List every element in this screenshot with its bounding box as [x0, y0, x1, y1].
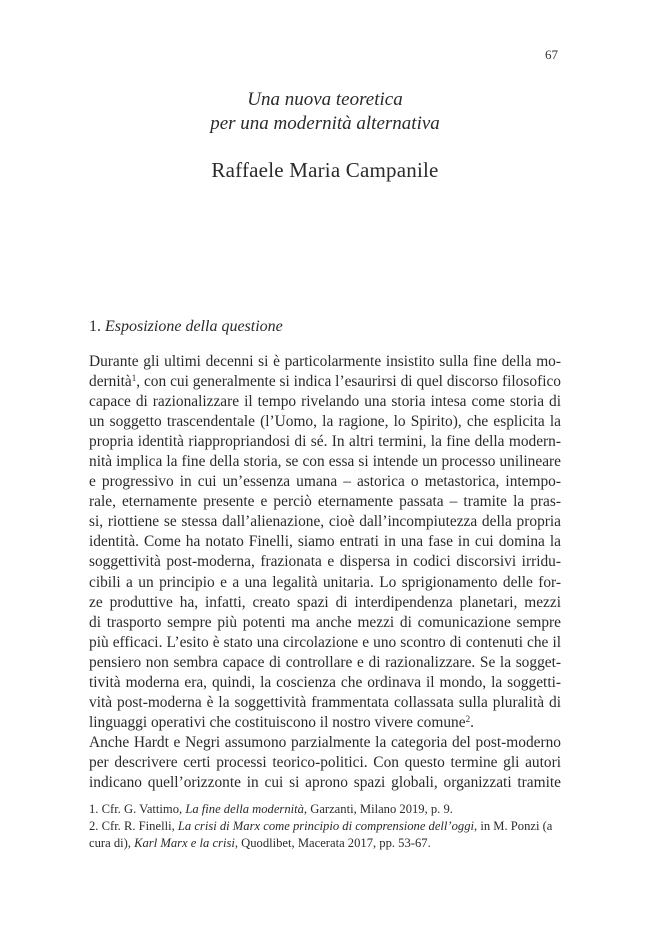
author-name: Raffaele Maria Campanile	[211, 158, 439, 182]
body-line: soggettività post-moderna, frazionata e dispersa in codici discorsivi irridu-	[89, 553, 561, 571]
body-line: vità post-moderna è la soggettività frammentata collassata sulla pluralità di	[89, 693, 561, 711]
footnote-2: 2. Cfr. R. Finelli, La crisi di Marx come principio di comprensione dell’oggi, in M. Ponzi (a	[89, 819, 553, 833]
section-heading	[89, 318, 283, 336]
body-line: Durante gli ultimi decenni si è particolarmente insistito sulla fine della mo-	[89, 353, 561, 370]
body-line: nità implica la fine della storia, se con essa si intende un processo unilineare	[89, 453, 561, 471]
body-line: e progressivo in cui un’essenza umana – astorica o metastorica, intempo-	[89, 473, 561, 491]
body-line: pensiero non sembra capace di controllare e di razionalizzare. Se la sogget-	[89, 653, 561, 671]
body-line: dernità$^1$, con cui generalmente si indica l’esaurirsi di quel discorso filosofico	[89, 373, 561, 391]
body-line: più efficaci. L’esito è stato una circolazione e uno scontro di contenuti che il	[89, 633, 561, 651]
body-line: rale, eternamente presente e perciò eternamente passata – tramite la pras-	[89, 493, 561, 511]
body-line: identità. Come ha notato Finelli, siamo entrati in una fase in cui domina la	[89, 533, 561, 551]
body-text	[89, 352, 561, 793]
footnote-ref[interactable]: 1	[131, 373, 137, 384]
footnotes	[89, 801, 561, 852]
body-line: per descrivere certi processi teorico-politici. Con questo termine gli autori	[89, 753, 561, 771]
body-line: di trasporto sempre più potenti ma anche mezzi di comunicazione sempre	[89, 613, 561, 631]
footnote-1: 1. Cfr. G. Vattimo, La fine della modernità, Garzanti, Milano 2019, p. 9.	[89, 802, 453, 816]
body-line: linguaggi operativi che costituiscono il nostro vivere comune$^2$.	[89, 713, 474, 731]
body-line: tività moderna era, quindi, la coscienza che ordinava il mondo, la soggetti-	[89, 673, 561, 691]
body-line: un soggetto trascendentale (l’Uomo, la ragione, lo Spirito), che esplicita la	[89, 413, 561, 431]
title-line-2: per una modernità alternativa	[210, 113, 440, 134]
body-line: capace di razionalizzare il tempo rivelando una storia intesa come storia di	[89, 393, 561, 411]
section-title: Esposizione della questione	[105, 318, 283, 335]
section-number: 1.	[89, 318, 101, 335]
body-line: indicano quell’orizzonte in cui si aprono spazi globali, organizzati tramite	[89, 773, 561, 791]
article-title	[0, 88, 650, 136]
body-line: cibili a un principio e a una legalità unitaria. Lo sprigionamento delle for-	[89, 573, 561, 591]
body-line: si, riottiene se stessa dall’alienazione, cioè dall’incompiutezza della propria	[89, 513, 561, 531]
footnote-ref[interactable]: 2	[465, 713, 471, 724]
page-number: 67	[545, 47, 558, 62]
body-line: ze produttive ha, infatti, creato spazi di interdipendenza planetari, mezzi	[89, 593, 561, 611]
title-line-1: Una nuova teoretica	[247, 89, 403, 110]
body-line: Anche Hardt e Negri assumono parzialmente la categoria del post-moderno	[89, 733, 561, 751]
footnote-2-continuation: cura di), Karl Marx e la crisi, Quodlibet, Macerata 2017, pp. 53-67.	[89, 836, 431, 850]
body-line: propria identità riappropriandosi di sé. In altri termini, la fine della modern-	[89, 433, 561, 451]
